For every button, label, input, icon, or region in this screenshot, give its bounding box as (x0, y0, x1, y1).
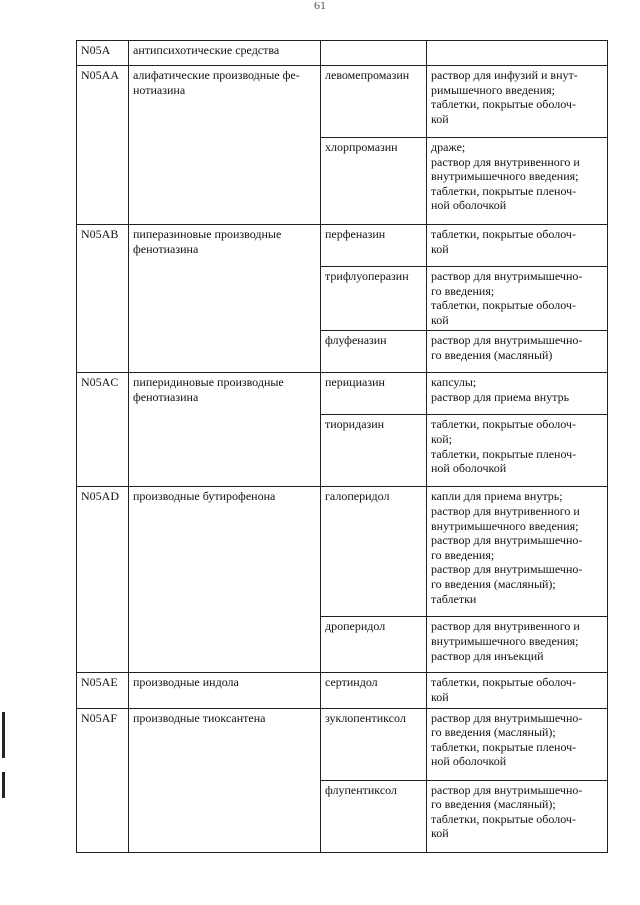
dosage-form-cell-line: таблетки (431, 591, 477, 606)
dosage-form-cell-line: го введения; (431, 547, 495, 562)
drug-name-cell (321, 487, 427, 617)
drug-name-cell (321, 331, 427, 373)
dosage-form-cell-line: раствор для внутривенного и (431, 619, 580, 634)
dosage-form-cell (427, 373, 608, 415)
dosage-form-cell-line: таблетки, покрытые оболоч- (431, 675, 576, 690)
dosage-form-cell (427, 415, 608, 487)
dosage-form-cell-line: кой (431, 111, 449, 126)
dosage-form-cell (427, 267, 608, 331)
table-row (77, 487, 608, 617)
dosage-form-cell-line: таблетки, покрытые оболоч- (431, 227, 576, 241)
drug-name-cell (321, 267, 427, 331)
dosage-form-cell-line: раствор для внутримышечно- (431, 562, 583, 577)
group-name-cell-line: пиперидиновые производные (133, 375, 284, 390)
dosage-form-cell-line: го введения (масляный); (431, 576, 556, 591)
dosage-form-cell (427, 41, 608, 66)
group-name-cell-line: производные бутирофенона (133, 489, 276, 504)
dosage-form-cell-line: кой (431, 689, 449, 704)
dosage-form-cell-line: таблетки, покрытые пленоч- (431, 739, 577, 754)
atc-code-cell: N05AF (77, 708, 129, 852)
dosage-form-cell (427, 673, 608, 708)
dosage-form-cell-line: римышечного введения; (431, 82, 555, 97)
scan-edge-mark (2, 772, 5, 798)
group-name-cell (129, 373, 321, 487)
dosage-form-cell (427, 617, 608, 673)
group-name-cell (129, 66, 321, 225)
group-name-cell (129, 673, 321, 708)
drug-name-cell-line: хлорпромазин (325, 140, 398, 154)
dosage-form-cell-line: внутримышечного введения; (431, 169, 579, 184)
group-name-cell-line: производные индола (133, 675, 239, 690)
dosage-form-cell-line: раствор для внутримышечно- (431, 333, 583, 348)
dosage-form-cell-line: раствор для внутримышечно- (431, 269, 583, 283)
drug-name-cell-line: флупентиксол (325, 782, 397, 797)
dosage-form-cell-line: раствор для инфузий и внут- (431, 68, 578, 82)
group-name-cell-line: производные тиоксантена (133, 710, 266, 725)
dosage-form-cell-line: го введения (масляный); (431, 797, 556, 812)
group-name-cell (129, 225, 321, 373)
atc-code-cell: N05AB (77, 225, 129, 373)
dosage-form-cell-line: ной оболочкой (431, 754, 507, 769)
drug-name-cell (321, 415, 427, 487)
drug-name-cell-line: перициазин (325, 375, 385, 390)
dosage-form-cell-line: го введения (масляный); (431, 725, 556, 740)
table-row (77, 225, 608, 267)
group-name-cell-line: пиперазиновые производные (133, 227, 282, 241)
dosage-form-cell (427, 487, 608, 617)
group-name-cell-line: алифатические производные фе- (133, 68, 300, 82)
drug-name-cell (321, 708, 427, 780)
dosage-form-cell-line: капсулы; (431, 375, 477, 390)
group-name-cell (129, 708, 321, 852)
table-row (77, 708, 608, 780)
dosage-form-cell-line: ной оболочкой (431, 461, 507, 476)
drug-classification-table (76, 40, 608, 853)
drug-name-cell-line: дроперидол (325, 619, 386, 634)
atc-code-cell: N05AE (77, 673, 129, 708)
table-row (77, 66, 608, 138)
table-row (77, 673, 608, 708)
drug-name-cell (321, 138, 427, 225)
group-name-cell-line: фенотиазина (133, 241, 199, 256)
drug-name-cell (321, 225, 427, 267)
drug-name-cell (321, 66, 427, 138)
drug-name-cell-line: зуклопентиксол (325, 710, 406, 725)
dosage-form-cell (427, 225, 608, 267)
dosage-form-cell-line: таблетки, покрытые пленоч- (431, 183, 577, 198)
dosage-form-cell-line: таблетки, покрытые пленоч- (431, 446, 577, 461)
group-name-cell-line: антипсихотические средства (133, 43, 280, 57)
dosage-form-cell-line: раствор для внутримышечно- (431, 782, 583, 797)
drug-name-cell-line: тиоридазин (325, 417, 385, 432)
drug-name-cell-line: трифлуоперазин (325, 269, 409, 283)
dosage-form-cell-line: кой; (431, 431, 452, 446)
dosage-form-cell (427, 331, 608, 373)
drug-name-cell-line: флуфеназин (325, 333, 387, 348)
group-name-cell (129, 41, 321, 66)
drug-name-cell (321, 41, 427, 66)
dosage-form-cell-line: раствор для внутримышечно- (431, 710, 583, 725)
dosage-form-cell-line: раствор для приема внутрь (431, 389, 570, 404)
atc-code-cell: N05A (77, 41, 129, 66)
atc-code-cell: N05AA (77, 66, 129, 225)
dosage-form-cell-line: раствор для внутримышечно- (431, 533, 583, 548)
drug-name-cell (321, 617, 427, 673)
drug-name-cell-line: галоперидол (325, 489, 390, 504)
drug-name-cell-line: левомепромазин (325, 68, 410, 82)
group-name-cell-line: нотиазина (133, 82, 186, 97)
dosage-form-cell-line: го введения; (431, 283, 495, 298)
table-row (77, 373, 608, 415)
page-number: 61 (314, 2, 326, 12)
dosage-form-cell-line: таблетки, покрытые оболоч- (431, 97, 576, 112)
dosage-form-cell-line: внутримышечного введения; (431, 633, 579, 648)
dosage-form-cell-line: таблетки, покрытые оболоч- (431, 811, 576, 826)
dosage-form-cell (427, 708, 608, 780)
dosage-form-cell-line: внутримышечного введения; (431, 518, 579, 533)
dosage-form-cell (427, 66, 608, 138)
drug-name-cell (321, 780, 427, 852)
table-row (77, 41, 608, 66)
atc-code-cell: N05AC (77, 373, 129, 487)
dosage-form-cell-line: кой (431, 312, 449, 327)
dosage-form-cell-line: раствор для инъекций (431, 648, 544, 663)
dosage-form-cell-line: кой (431, 241, 449, 256)
dosage-form-cell-line: капли для приема внутрь; (431, 489, 563, 504)
table-body (77, 41, 608, 853)
dosage-form-cell-line: ной оболочкой (431, 198, 507, 213)
drug-name-cell (321, 373, 427, 415)
dosage-form-cell-line: раствор для внутривенного и (431, 503, 580, 518)
dosage-form-cell (427, 138, 608, 225)
scan-edge-mark (2, 712, 5, 758)
group-name-cell (129, 487, 321, 673)
group-name-cell-line: фенотиазина (133, 389, 199, 404)
dosage-form-cell-line: раствор для внутривенного и (431, 154, 580, 169)
drug-name-cell-line: перфеназин (325, 227, 386, 241)
dosage-form-cell-line: таблетки, покрытые оболоч- (431, 298, 576, 313)
atc-code-cell: N05AD (77, 487, 129, 673)
drug-name-cell (321, 673, 427, 708)
dosage-form-cell-line: го введения (масляный) (431, 347, 553, 362)
dosage-form-cell-line: драже; (431, 140, 466, 154)
dosage-form-cell-line: кой (431, 826, 449, 841)
drug-name-cell-line: сертиндол (325, 675, 378, 690)
dosage-form-cell (427, 780, 608, 852)
dosage-form-cell-line: таблетки, покрытые оболоч- (431, 417, 576, 432)
